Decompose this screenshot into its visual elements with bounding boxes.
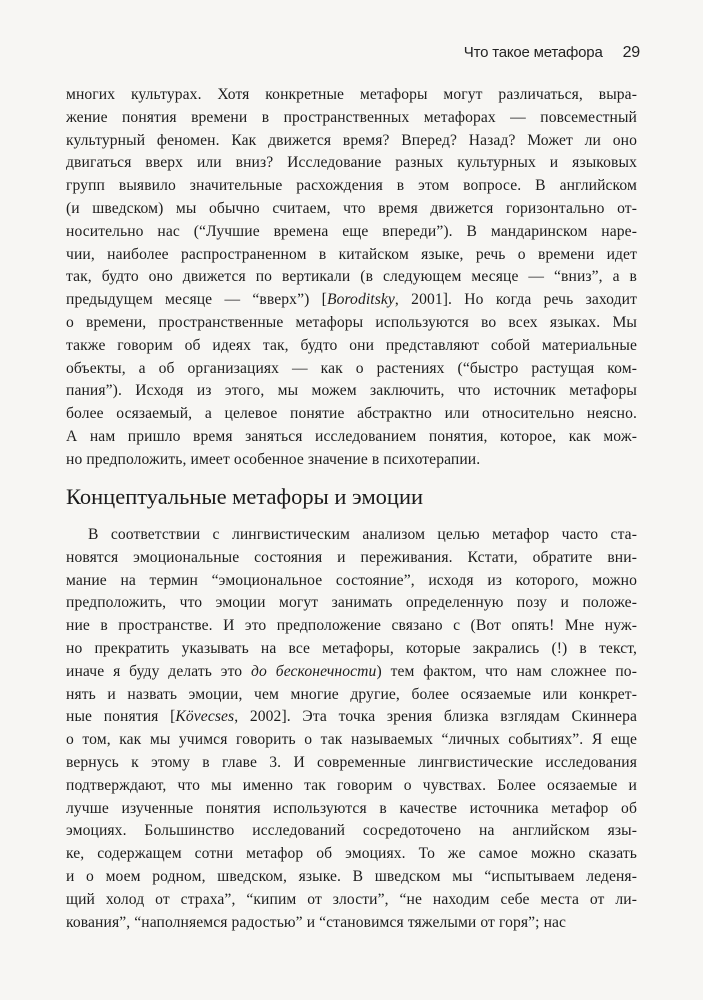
text-line: ке, содержащем сотни метафор об эмоциях. То же самое можно сказать [66, 845, 637, 863]
text-line: более осязаемый, а целевое понятие абстрактно или относительно неясно. [66, 405, 637, 423]
text-line: носительно нас (“Лучшие времена еще впереди”). В мандаринском наре- [66, 222, 637, 240]
chapter-title: Что такое метафора [463, 44, 603, 61]
text-line: ные понятия [Kövecses, 2002]. Эта точка зрения близка взглядам Скиннера [66, 708, 637, 726]
text-line: объекты, а об организациях — как о растениях (“быстро растущая ком- [66, 359, 637, 377]
text-line: ние в пространстве. И это предположение связано с (Вот опять! Мне нуж- [66, 617, 637, 635]
text-line: о времени, пространственные метафоры используются во всех языках. Мы [66, 313, 637, 331]
italic-text: Boroditsky [326, 291, 395, 309]
text-line: кования”, “наполняемся радостью” и “становимся тяжелыми от горя”; нас [66, 913, 567, 931]
text-line: В соответствии с лингвистическим анализом целью метафор часто ста- [88, 526, 637, 543]
text-line: пания”). Исходя из этого, мы можем заключить, что источник метафоры [66, 382, 637, 400]
text-line: также говорим об идеях так, будто они представляют собой материальные [66, 336, 637, 354]
text-line: вернусь к этому в главе 3. И современные лингвистические исследования [66, 753, 637, 771]
text-line: (и шведском) мы обычно считаем, что время движется горизонтально от- [66, 199, 637, 217]
italic-text: до бесконечности [251, 662, 377, 680]
paragraph-1 [66, 84, 637, 472]
paragraph-2 [66, 524, 637, 934]
text-line: щий холод от страха”, “кипим от злости”, “не находим себе места от ли- [66, 890, 637, 908]
text-line: так, будто оно движется по вертикали (в следующем месяце — “вниз”, а в [66, 268, 637, 286]
page-number: 29 [622, 44, 640, 61]
text-line: двигаться вверх или вниз? Исследование разных культурных и языковых [66, 154, 637, 172]
text-line: мание на термин “эмоциональное состояние”, исходя из которого, можно [66, 571, 637, 589]
text-line: но прекратить указывать на все метафоры, которые закрались (!) в текст, [66, 639, 637, 657]
text-line: жение понятия времени в пространственных метафорах — повсеместный [66, 108, 637, 126]
running-header [66, 44, 640, 62]
text-line: о том, как мы учимся говорить о так называемых “личных событиях”. Я еще [66, 731, 637, 749]
text-line: групп выявило значительные расхождения в этом вопросе. В английском [66, 177, 637, 195]
text-line: предыдущем месяце — “вверх”) [Boroditsky, 2001]. Но когда речь заходит [66, 291, 637, 309]
section-heading: Концептуальные метафоры и эмоции [66, 484, 424, 509]
text-line: иначе я буду делать это до бесконечности) тем фактом, что нам сложнее по- [66, 662, 637, 680]
text-line: культурный феномен. Как движется время? Вперед? Назад? Может ли оно [66, 131, 637, 149]
text-line: новятся эмоциональные состояния и переживания. Кстати, обратите вни- [66, 548, 637, 566]
text-line: но предположить, имеет особенное значение в психотерапии. [66, 450, 481, 468]
text-line: нять и назвать эмоции, чем многие другие, более осязаемые или конкрет- [66, 685, 637, 703]
text-line: многих культурах. Хотя конкретные метафоры могут различаться, выра- [66, 86, 637, 103]
text-line: эмоциях. Большинство исследований сосредоточено на английском язы- [66, 822, 637, 840]
text-line: и о моем родном, шведском, языке. В шведском мы “испытываем леденя- [66, 867, 637, 885]
text-line: А нам пришло время заняться исследованием понятия, которое, как мож- [66, 427, 637, 445]
text-line: чии, наиболее распространенном в китайском языке, речь о времени идет [66, 245, 637, 263]
text-line: предположить, что эмоции могут занимать определенную позу и положе- [66, 594, 637, 612]
italic-text: Kövecses [175, 708, 235, 726]
text-line: подтверждают, что мы именно так говорим о чувствах. Более осязаемые и [66, 776, 637, 794]
text-line: лучше изученные понятия используются в качестве источника метафор об [66, 799, 637, 817]
